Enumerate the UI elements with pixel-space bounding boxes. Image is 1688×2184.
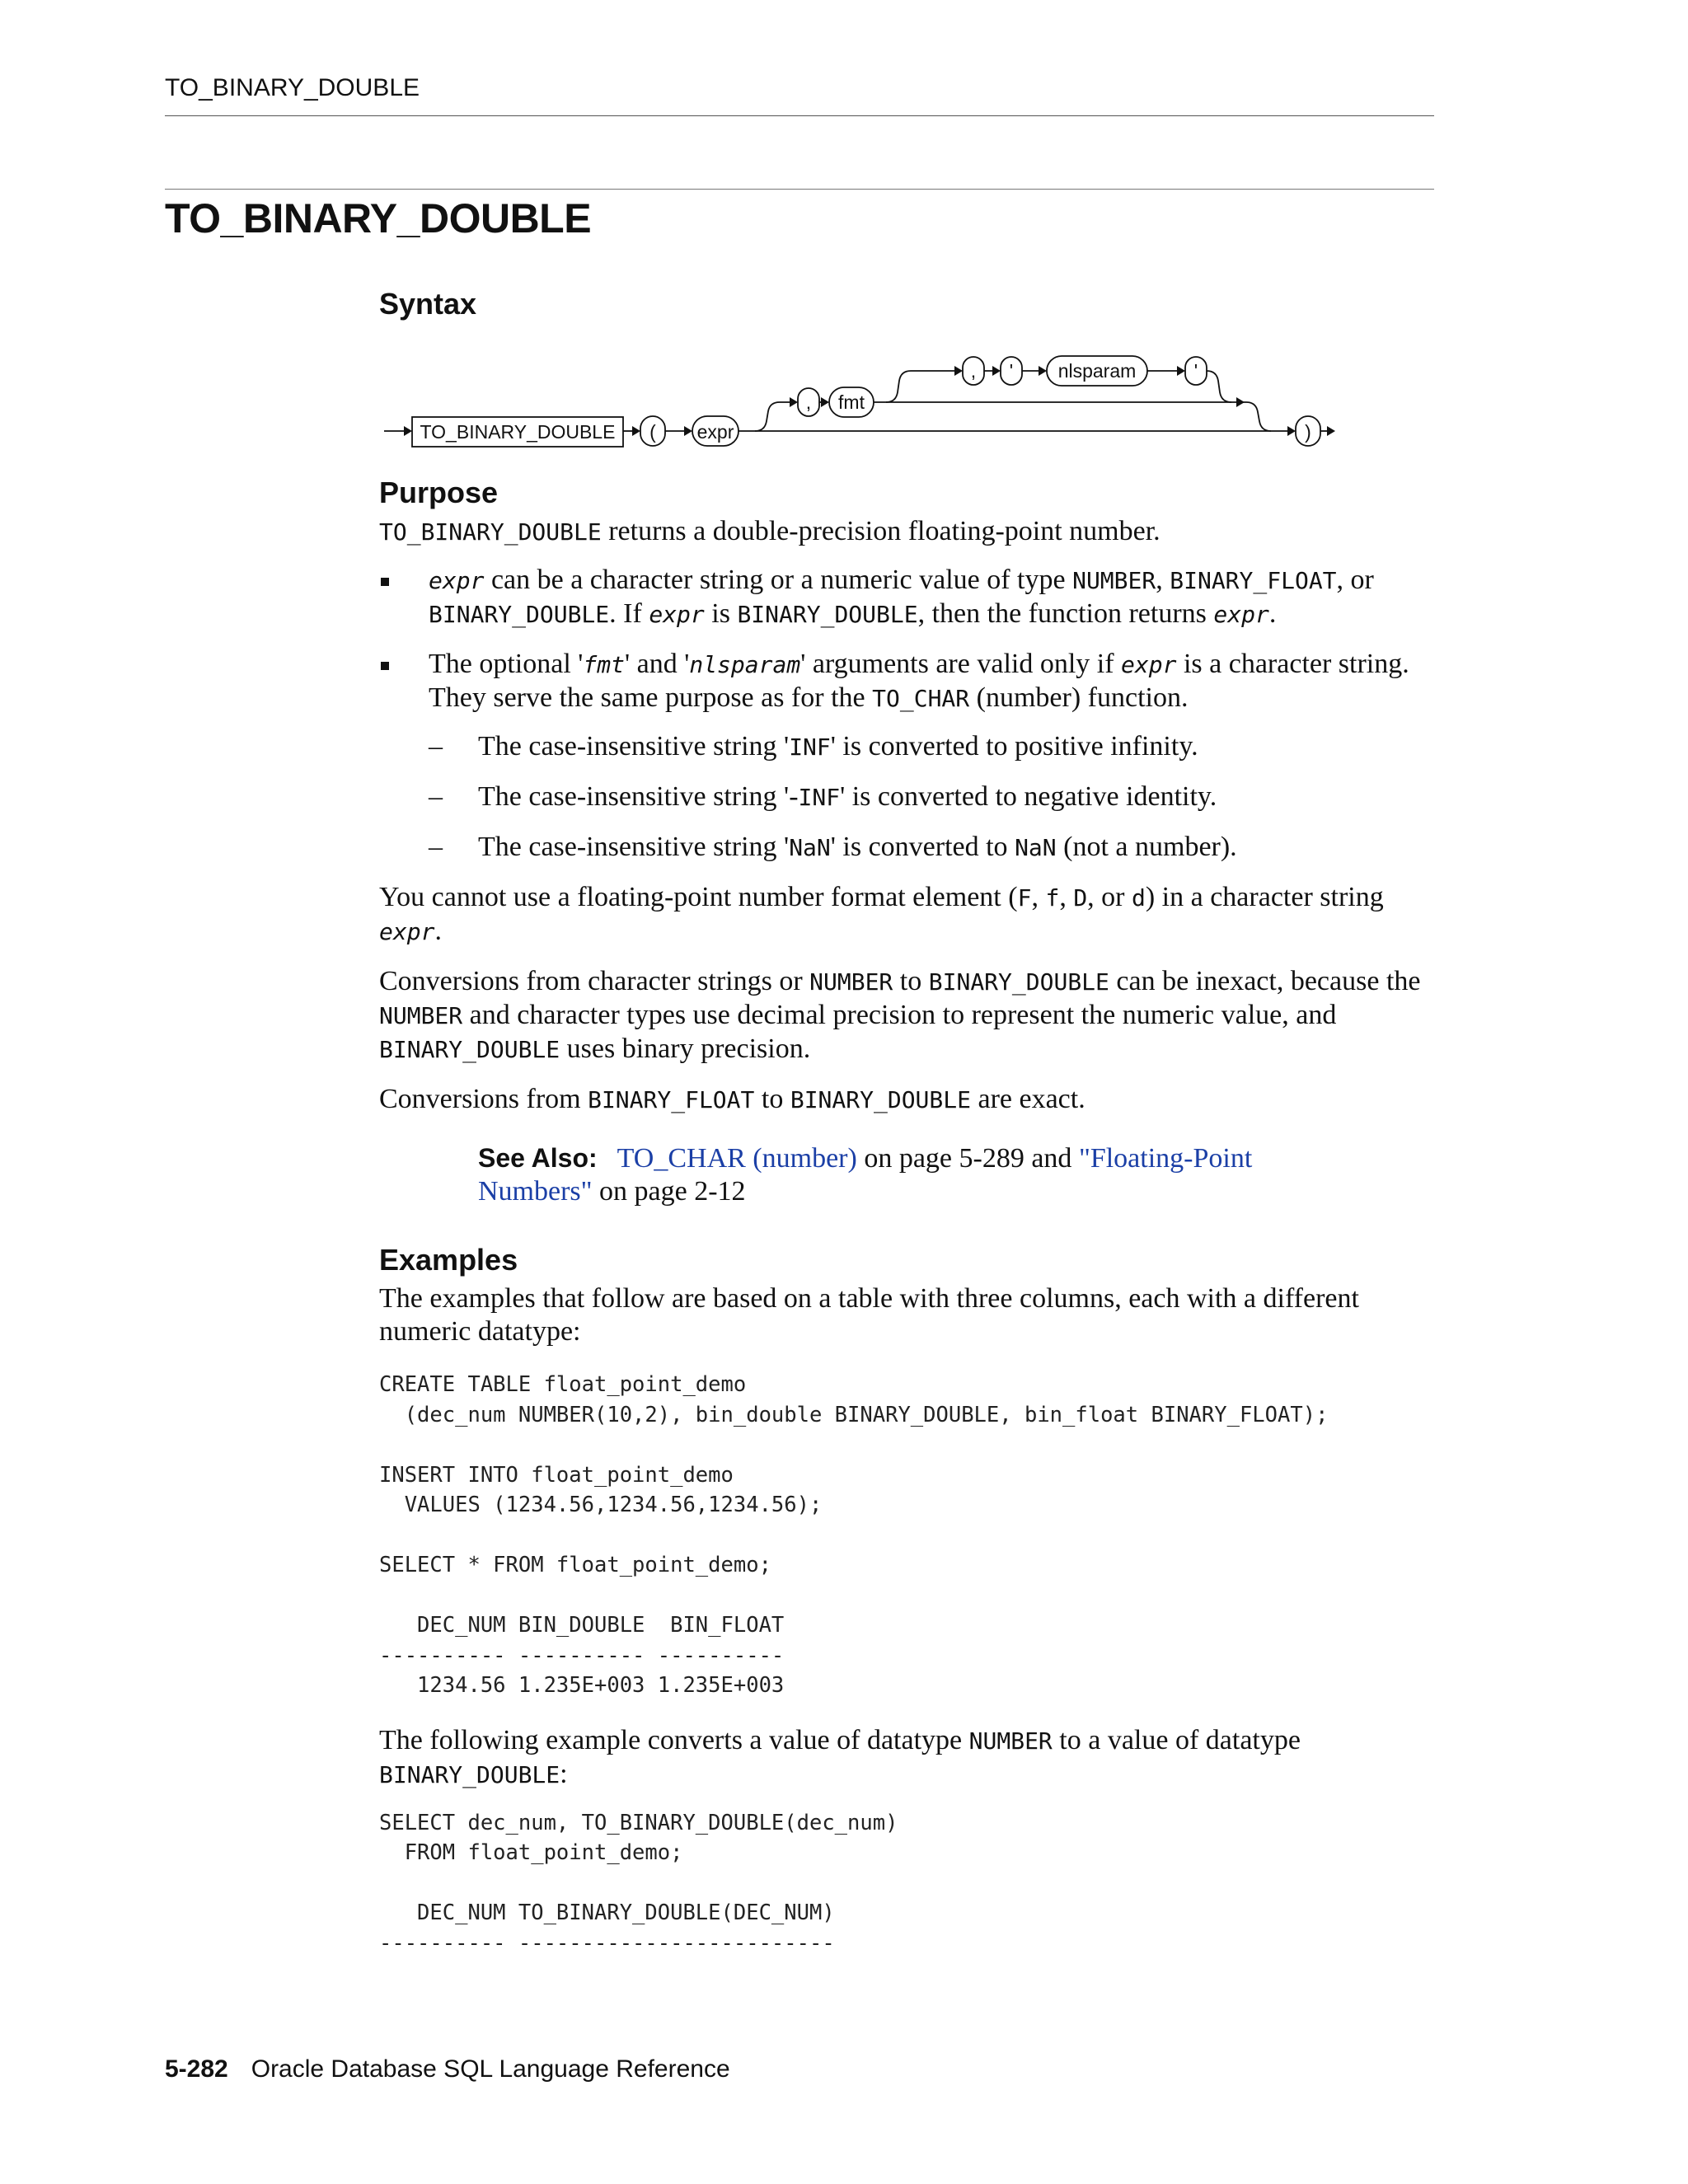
bullet-item-expr: expr can be a character string or a numeric value of type NUMBER, BINARY_FLOAT, or BINARY_DOUBLE. If expr is BINARY_DOUBLE, then the function returns expr. — [379, 564, 1442, 631]
dash-item-neg-inf: – The case-insensitive string '-INF' is converted to negative identity. — [429, 781, 1217, 812]
bullet-square — [381, 578, 389, 586]
conversion-inexact-paragraph: Conversions from character strings or NUMBER to BINARY_DOUBLE can be inexact, because the NUMBER and character types use decimal precision to represent the numeric value, and BINARY_DOUBLE uses binary precision. — [379, 966, 1421, 1064]
code-block-create-table: CREATE TABLE float_point_demo (dec_num NUMBER(10,2), bin_double BINARY_DOUBLE, bin_float BINARY_FLOAT); INSERT INTO float_point_demo VALUES (1234.56,1234.56,1234.56); SELECT * FROM float_point_demo; DEC_NUM BIN_DOUBLE BIN_FLOAT ---------- ---------- ---------- 1234.56 1.235E+003 1.235E+003 — [379, 1372, 1329, 1698]
purpose-heading: Purpose — [379, 476, 499, 509]
diagram-quote-close-label: ' — [1193, 360, 1198, 382]
diagram-close-paren-label: ) — [1305, 421, 1311, 443]
code-block-select-conversion: SELECT dec_num, TO_BINARY_DOUBLE(dec_num) FROM float_point_demo; DEC_NUM TO_BINARY_DOUBLE(DEC_NUM) ---------- ------------------------- — [379, 1810, 898, 1956]
footer-page-number: 5-282 — [165, 2055, 228, 2083]
to-char-number-link[interactable]: TO_CHAR (number) — [617, 1143, 857, 1174]
diagram-comma2-label: , — [970, 360, 977, 382]
page-title: TO_BINARY_DOUBLE — [165, 195, 592, 241]
main-content — [379, 287, 1442, 1958]
floating-point-numbers-link[interactable]: "Floating-Point Numbers" — [478, 1143, 1253, 1207]
examples-intro: The examples that follow are based on a table with three columns, each with a different numeric datatype: — [379, 1283, 1359, 1347]
diagram-fmt-label: fmt — [838, 391, 865, 413]
format-element-paragraph: You cannot use a floating-point number format element (F, f, D, or d) in a character string expr. — [379, 882, 1384, 946]
diagram-keyword-label: TO_BINARY_DOUBLE — [420, 421, 616, 443]
example-conversion-paragraph: The following example converts a value of datatype NUMBER to a value of datatype BINARY_DOUBLE: — [379, 1724, 1301, 1789]
dash-item-nan: – The case-insensitive string 'NaN' is converted to NaN (not a number). — [429, 832, 1237, 862]
page-footer — [165, 2055, 730, 2083]
bullet-square — [381, 662, 389, 670]
diagram-comma1-label: , — [805, 391, 812, 413]
title-divider — [165, 189, 1434, 190]
see-also-note: See Also: TO_CHAR (number) on page 5-289 and "Floating-Point Numbers" on page 2-12 — [478, 1143, 1253, 1207]
purpose-bullet-list — [379, 564, 1442, 865]
conversion-exact-paragraph: Conversions from BINARY_FLOAT to BINARY_DOUBLE are exact. — [379, 1084, 1085, 1114]
examples-heading: Examples — [379, 1243, 518, 1277]
header-divider — [165, 115, 1434, 116]
see-also-label: See Also: — [478, 1143, 598, 1173]
footer-book-title: Oracle Database SQL Language Reference — [251, 2055, 730, 2083]
purpose-lead: TO_BINARY_DOUBLE returns a double-precision floating-point number. — [379, 516, 1160, 546]
syntax-diagram — [379, 340, 1335, 459]
running-header: TO_BINARY_DOUBLE — [165, 74, 420, 101]
syntax-heading: Syntax — [379, 287, 477, 321]
diagram-expr-label: expr — [696, 421, 734, 443]
bullet-item-fmt-nlsparam: The optional 'fmt' and 'nlsparam' arguments are valid only if expr is a character string. They serve the same purpose as for the TO_CHAR (number) function. – The case-insensitive string 'INF' is converted to positive infinity. – The case-insensitive string '-INF' is converted to negative identity. – The case-insensitive string 'NaN' is converted to NaN (not a number). — [379, 648, 1442, 865]
dash-item-inf: – The case-insensitive string 'INF' is converted to positive infinity. — [429, 731, 1198, 762]
diagram-nlsparam-label: nlsparam — [1057, 360, 1137, 382]
diagram-open-paren-label: ( — [649, 421, 656, 443]
diagram-quote-open-label: ' — [1009, 360, 1014, 382]
dash-list — [429, 730, 1442, 865]
